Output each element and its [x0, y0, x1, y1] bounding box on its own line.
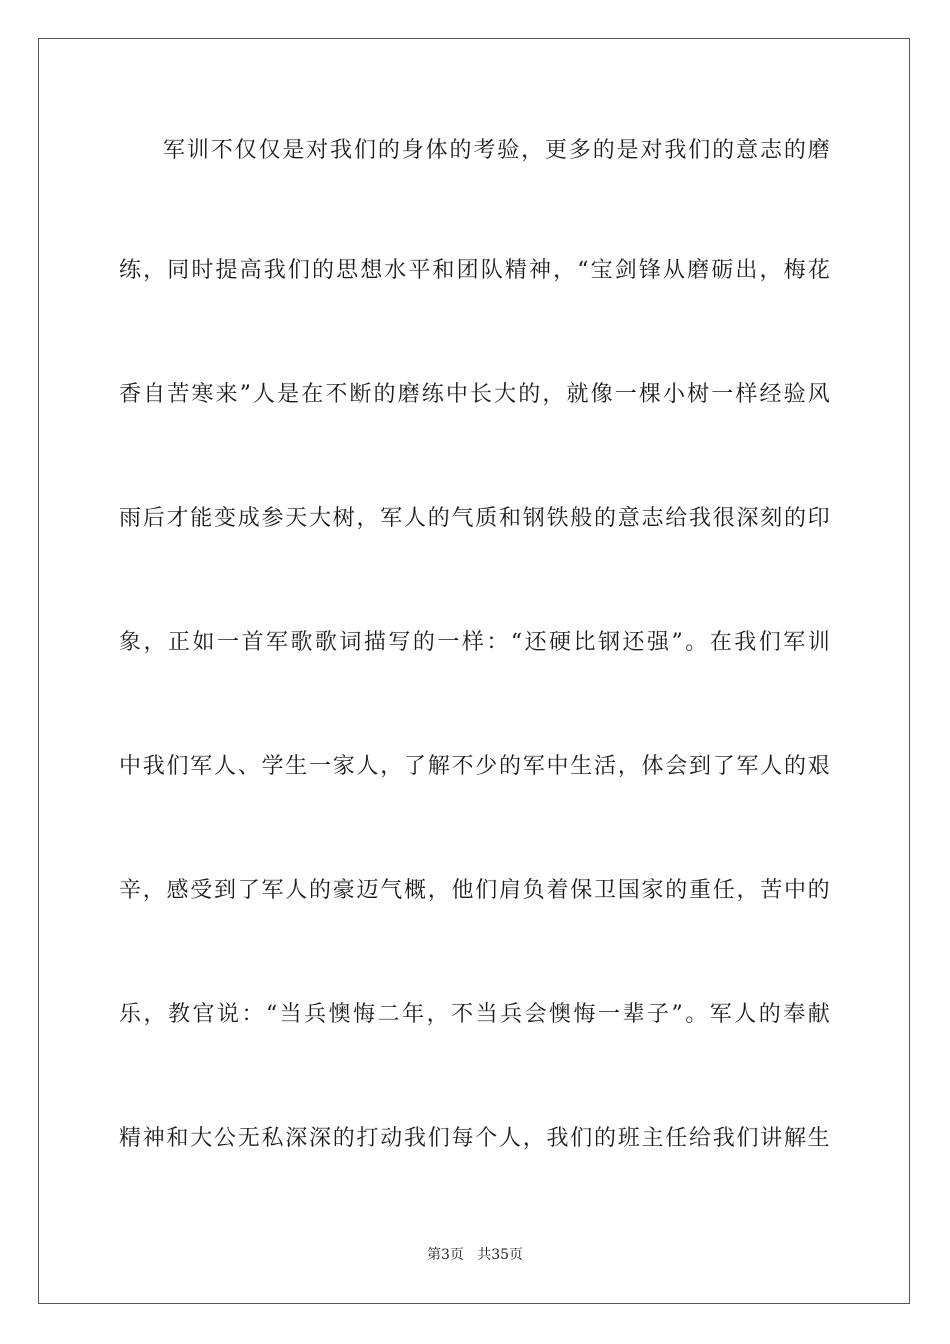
text-line: 乐，教官说：“当兵懊悔二年，不当兵会懊悔一辈子”。军人的奉献 — [119, 1002, 831, 1027]
text-line: 辛，感受到了军人的豪迈气概，他们肩负着保卫国家的重任，苦中的 — [119, 878, 831, 903]
page-frame — [38, 38, 910, 1304]
text-line: 象，正如一首军歌歌词描写的一样：“还硬比钢还强”。在我们军训 — [119, 630, 831, 655]
text-line: 精神和大公无私深深的打动我们每个人，我们的班主任给我们讲解生 — [119, 1126, 831, 1151]
text-line: 香自苦寒来”人是在不断的磨练中长大的，就像一棵小树一样经验风 — [119, 382, 831, 407]
text-line: 练，同时提高我们的思想水平和团队精神，“宝剑锋从磨砺出，梅花 — [119, 258, 831, 283]
text-line: 军训不仅仅是对我们的身体的考验，更多的是对我们的意志的磨 — [163, 138, 831, 163]
text-line: 雨后才能变成参天大树，军人的气质和钢铁般的意志给我很深刻的印 — [119, 506, 831, 531]
text-line: 中我们军人、学生一家人，了解不少的军中生活，体会到了军人的艰 — [119, 754, 831, 779]
page-number-footer: 第3页 共35页 — [426, 1247, 524, 1263]
